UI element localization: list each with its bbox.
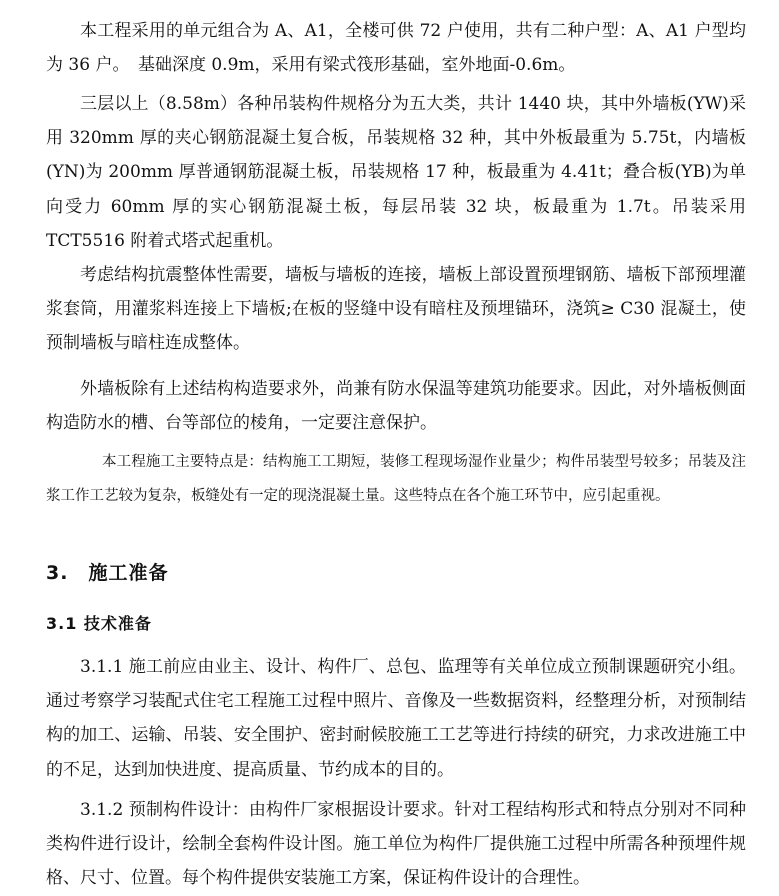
paragraph-project-features: 本工程施工主要特点是：结构施工工期短，装修工程现场湿作业量少；构件吊装型号较多；吊装及注浆工作工艺较为复杂，板缝处有一定的现浇混凝土量。这些特点在各个施工环节中，应引起重视。 — [46, 454, 746, 504]
paragraph-component-specs: 三层以上（8.58m）各种吊装构件规格分为五大类，共计 1440 块，其中外墙板(YW)采用 320mm 厚的夹心钢筋混凝土复合板，吊装规格 32 种，其中外板最重为 5.75t，内墙板(YN)为 200mm 厚普通钢筋混凝土板，吊装规格 17 种，板最重为 4.41t；叠合板(YB)为单向受力 60mm 厚的实心钢筋混凝土板，每层吊装 32 块，板最重为 1.7t。吊装采用 TCT5516 附着式塔式起重机。 — [46, 94, 746, 251]
paragraph-3-1-1: 3.1.1 施工前应由业主、设计、构件厂、总包、监理等有关单位成立预制课题研究小组。通过考察学习装配式住宅工程施工过程中照片、音像及一些数据资料，经整理分析，对预制结构的加工、运输、吊装、安全围护、密封耐候胶施工工艺等进行持续的研究，力求改进施工中的不足，达到加快进度、提高质量、节约成本的目的。 — [46, 657, 746, 780]
paragraph-unit-composition: 本工程采用的单元组合为 A、A1，全楼可供 72 户使用，共有二种户型：A、A1 户型均为 36 户。 基础深度 0.9m，采用有梁式筏形基础，室外地面-0.6m。 — [46, 21, 746, 76]
subsection-heading: 3.1 技术准备 — [46, 614, 152, 633]
section-heading: 3. 施工准备 — [46, 562, 169, 584]
paragraph-exterior-wall-protection: 外墙板除有上述结构构造要求外，尚兼有防水保温等建筑功能要求。因此，对外墙板侧面构造防水的槽、台等部位的棱角，一定要注意保护。 — [46, 379, 746, 434]
paragraph-seismic-connection: 考虑结构抗震整体性需要，墙板与墙板的连接，墙板上部设置预埋钢筋、墙板下部预埋灌浆套筒，用灌浆料连接上下墙板;在板的竖缝中设有暗柱及预埋锚环，浇筑≥ C30 混凝土，使预制墙板与暗柱连成整体。 — [46, 265, 746, 354]
paragraph-3-1-2: 3.1.2 预制构件设计：由构件厂家根据设计要求。针对工程结构形式和特点分别对不同种类构件进行设计，绘制全套构件设计图。施工单位为构件厂提供施工过程中所需各种预埋件规格、尺寸、位置。每个构件提供安装施工方案，保证构件设计的合理性。 — [46, 800, 746, 889]
